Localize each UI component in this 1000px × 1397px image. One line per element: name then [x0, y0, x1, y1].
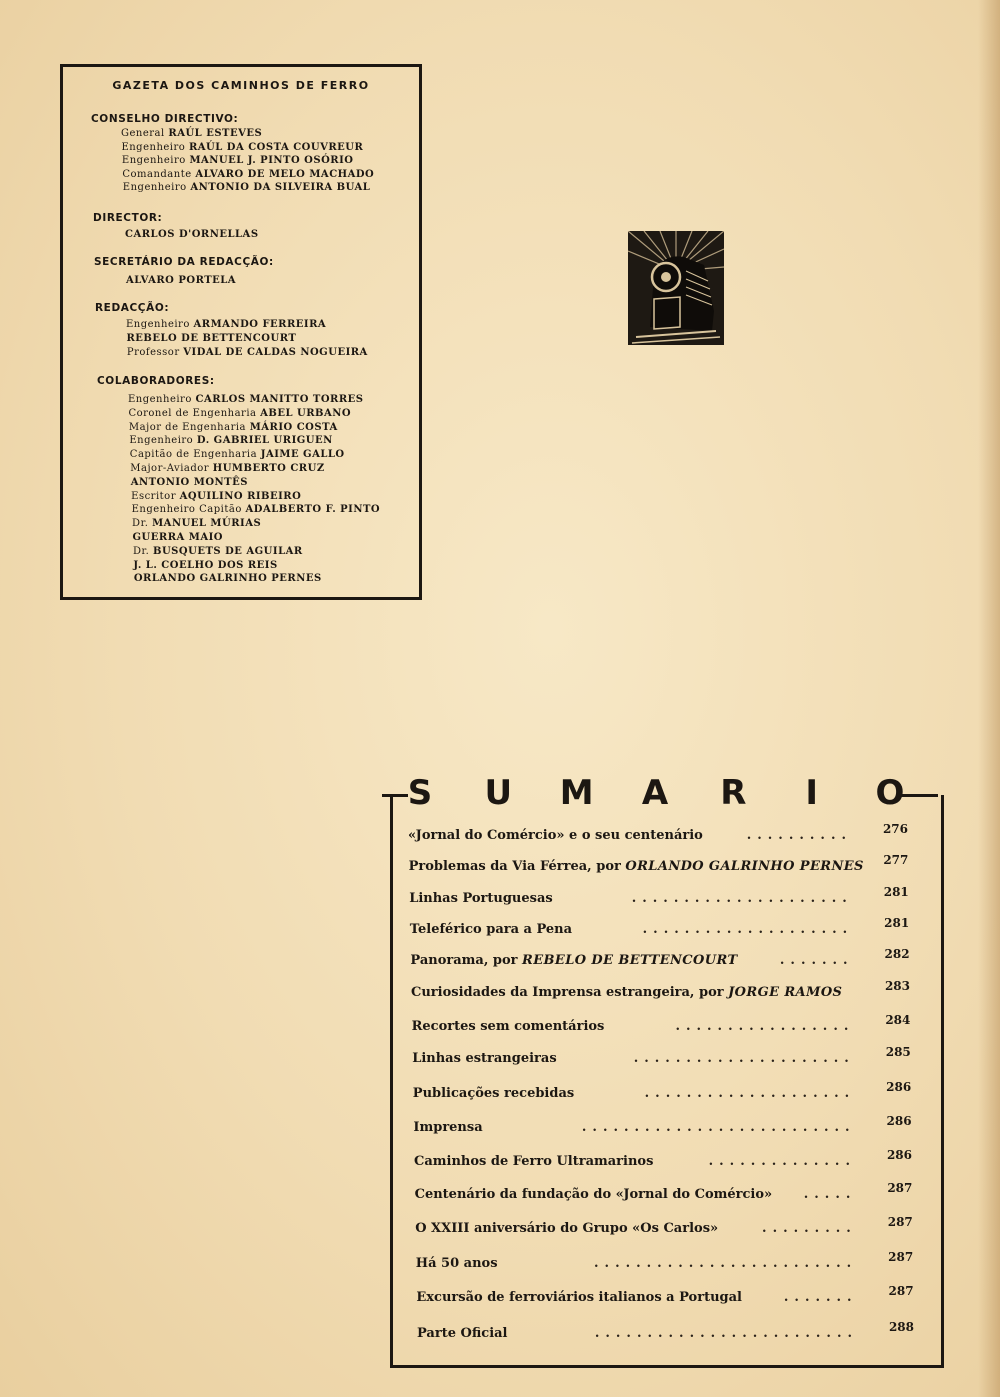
toc-page-number: 277	[883, 853, 909, 867]
redaccao-entry	[127, 346, 368, 359]
toc-page-number: 286	[886, 1114, 912, 1128]
page-edge-shadow	[978, 0, 1000, 1397]
toc-row	[410, 947, 910, 973]
colaborador-entry	[134, 572, 322, 585]
colaborador-entry	[129, 434, 332, 447]
colaborador-role: Major-Aviador	[130, 463, 213, 474]
redaccao-heading: REDACÇÃO:	[95, 302, 170, 314]
colaborador-role: Engenheiro	[129, 435, 197, 447]
toc-leader-dots: .......	[783, 1290, 858, 1305]
redaccao-entry	[126, 318, 326, 331]
toc-title	[411, 985, 842, 1000]
masthead-title: GAZETA DOS CAMINHOS DE FERRO	[112, 79, 370, 92]
colaborador-entry	[128, 407, 351, 420]
colaborador-role: Coronel de Engenharia	[128, 407, 261, 419]
sumario-title-letter: R	[720, 773, 747, 813]
colaborador-entry	[131, 476, 248, 489]
colaborador-role: Major de Engenharia	[128, 421, 250, 433]
sumario-title-letter: A	[641, 773, 669, 813]
toc-title	[416, 1290, 742, 1305]
toc-title	[417, 1326, 508, 1341]
toc-page-number: 288	[888, 1320, 914, 1334]
colaborador-role: Dr.	[132, 518, 153, 530]
colaborador-name: CARLOS MANITTO TORRES	[195, 394, 364, 405]
toc-page-number: 286	[886, 1080, 912, 1094]
masthead-box	[60, 64, 422, 600]
conselho-entry	[123, 181, 371, 194]
conselho-role: Engenheiro	[121, 141, 189, 153]
toc-page-number: 283	[884, 979, 910, 993]
colaborador-name: MANUEL MÚRIAS	[152, 518, 262, 530]
toc-page-number: 281	[884, 916, 910, 930]
toc-page-number: 276	[882, 822, 908, 836]
toc-row	[409, 885, 909, 911]
colaborador-name: AQUILINO RIBEIRO	[179, 490, 302, 502]
colaboradores-heading: COLABORADORES:	[97, 375, 215, 387]
redaccao-role: Engenheiro	[126, 319, 194, 330]
toc-title-text: Linhas Portuguesas	[409, 891, 553, 906]
colaborador-entry	[133, 545, 303, 558]
sumario-title-letter: S	[407, 773, 433, 813]
conselho-name: ANTONIO DA SILVEIRA BUAL	[190, 182, 371, 194]
toc-title	[412, 1019, 605, 1034]
toc-title-text: Panorama, por	[410, 953, 523, 968]
toc-title-text: «Jornal do Comércio» e o seu centenário	[408, 828, 703, 843]
colaborador-name: ABEL URBANO	[260, 407, 352, 419]
colaborador-entry	[133, 531, 223, 544]
redaccao-name: REBELO DE BETTENCOURT	[126, 332, 297, 344]
toc-leader-dots: .....	[803, 1187, 857, 1202]
sumario-title-letter: M	[559, 773, 594, 813]
director-heading: DIRECTOR:	[93, 212, 163, 224]
colaborador-entry	[133, 559, 277, 572]
colaborador-name: J. L. COELHO DOS REIS	[133, 559, 278, 571]
colaborador-role: Engenheiro Capitão	[131, 504, 246, 516]
toc-row	[415, 1215, 913, 1241]
toc-title-text: Excursão de ferroviários italianos a Portugal	[416, 1290, 742, 1305]
toc-title-text: Problemas da Via Férrea, por	[408, 859, 626, 874]
conselho-entry	[121, 127, 262, 140]
colaborador-name: ADALBERTO F. PINTO	[245, 504, 381, 516]
toc-leader-dots: .....................	[633, 1051, 855, 1066]
colaborador-entry	[130, 448, 345, 461]
toc-row	[414, 1148, 912, 1174]
conselho-role: Engenheiro	[121, 155, 190, 167]
redaccao-role: Professor	[126, 346, 184, 358]
secretario-heading: SECRETÁRIO DA REDACÇÃO:	[94, 256, 274, 268]
secretario-name: ALVARO PORTELA	[126, 275, 237, 286]
toc-title	[410, 922, 572, 937]
colaborador-name: ANTONIO MONTÊS	[130, 476, 248, 488]
toc-title	[413, 1120, 482, 1135]
toc-page-number: 287	[887, 1215, 913, 1229]
colaborador-entry	[128, 393, 364, 406]
toc-leader-dots: .................	[675, 1019, 855, 1034]
conselho-name: RAÚL ESTEVES	[168, 128, 263, 139]
conselho-heading: CONSELHO DIRECTIVO:	[91, 113, 239, 125]
toc-page-number: 287	[887, 1181, 913, 1195]
toc-title-text: Recortes sem comentários	[411, 1019, 605, 1034]
toc-leader-dots: .........	[762, 1221, 857, 1236]
conselho-role: Engenheiro	[122, 182, 191, 194]
colaborador-name: D. GABRIEL URIGUEN	[196, 435, 333, 447]
toc-leader-dots: .......	[779, 953, 854, 968]
toc-leader-dots: .....................	[631, 891, 853, 906]
toc-page-number: 287	[888, 1284, 914, 1298]
toc-leader-dots: ..............	[708, 1154, 856, 1169]
toc-leader-dots: .........................	[594, 1326, 858, 1341]
toc-row	[412, 1045, 911, 1071]
colaborador-entry	[131, 490, 301, 503]
conselho-role: Comandante	[122, 168, 196, 180]
colaborador-entry	[130, 462, 324, 475]
toc-title	[408, 828, 703, 843]
toc-title	[413, 1086, 574, 1101]
colaborador-role: Escritor	[131, 490, 180, 502]
toc-title-text: Parte Oficial	[417, 1326, 508, 1341]
colaborador-name: GUERRA MAIO	[132, 532, 223, 543]
redaccao-name: ARMANDO FERREIRA	[193, 319, 327, 330]
toc-page-number: 281	[883, 885, 909, 899]
toc-row	[408, 853, 909, 879]
toc-page-number: 284	[885, 1013, 911, 1027]
toc-title-text: Centenário da fundação do «Jornal do Comércio»	[414, 1187, 773, 1202]
director-name: CARLOS D'ORNELLAS	[125, 229, 259, 240]
conselho-role: General	[121, 128, 169, 139]
colaborador-role: Capitão de Engenharia	[129, 449, 261, 461]
conselho-entry	[122, 168, 374, 181]
toc-title-text: Caminhos de Ferro Ultramarinos	[414, 1154, 654, 1169]
toc-author: ORLANDO GALRINHO PERNES	[625, 859, 864, 874]
colaborador-entry	[129, 421, 338, 434]
sumario-title-letter: O	[875, 773, 905, 813]
conselho-name: ALVARO DE MELO MACHADO	[195, 168, 375, 180]
redaccao-entry	[126, 332, 296, 345]
toc-title	[409, 891, 553, 906]
toc-row	[408, 822, 908, 848]
toc-title-text: Linhas estrangeiras	[412, 1051, 557, 1066]
toc-leader-dots: ....................	[642, 922, 854, 937]
colaborador-name: ORLANDO GALRINHO PERNES	[133, 573, 322, 585]
toc-leader-dots: .........................	[594, 1256, 858, 1271]
toc-leader-dots: ..........................	[581, 1120, 856, 1135]
toc-title-text: Imprensa	[413, 1120, 483, 1135]
colaborador-name: HUMBERTO CRUZ	[212, 463, 325, 474]
toc-row	[414, 1181, 913, 1207]
redaccao-name: VIDAL DE CALDAS NOGUEIRA	[183, 346, 368, 358]
toc-row	[415, 1250, 914, 1276]
sumario-box	[390, 795, 944, 1368]
toc-row	[416, 1284, 914, 1310]
colaborador-name: MÁRIO COSTA	[249, 421, 338, 433]
conselho-entry	[121, 141, 363, 154]
toc-row	[411, 1013, 911, 1039]
toc-title	[416, 1256, 498, 1271]
toc-page-number: 282	[884, 947, 910, 961]
toc-title	[415, 1221, 718, 1236]
toc-title-text: Publicações recebidas	[412, 1086, 575, 1101]
colaborador-role: Engenheiro	[128, 394, 196, 405]
sumario-title-letter: I	[805, 773, 818, 813]
conselho-name: RAÚL DA COSTA COUVREUR	[188, 141, 364, 153]
colaborador-name: BUSQUETS DE AGUILAR	[153, 545, 303, 557]
toc-author: REBELO DE BETTENCOURT	[522, 953, 738, 968]
toc-row	[412, 1080, 912, 1106]
toc-title	[414, 1154, 653, 1169]
locomotive-woodcut-icon	[628, 231, 724, 345]
toc-title-text: O XXIII aniversário do Grupo «Os Carlos»	[415, 1221, 719, 1236]
toc-title	[409, 859, 864, 874]
toc-title-text: Há 50 anos	[415, 1256, 498, 1271]
toc-leader-dots: ....................	[644, 1086, 856, 1101]
toc-row	[411, 979, 910, 1005]
toc-title-text: Teleférico para a Pena	[409, 922, 573, 937]
toc-row	[413, 1114, 912, 1140]
toc-leader-dots: ..........	[746, 828, 852, 843]
toc-title-text: Curiosidades da Imprensa estrangeira, por	[411, 985, 729, 1000]
toc-title	[415, 1187, 773, 1202]
conselho-name: MANUEL J. PINTO OSÓRIO	[189, 155, 354, 167]
toc-page-number: 287	[888, 1250, 914, 1264]
colaborador-entry	[132, 503, 381, 516]
toc-author: JORGE RAMOS	[728, 985, 843, 1000]
conselho-entry	[122, 154, 354, 167]
colaborador-entry	[132, 517, 261, 530]
toc-title	[412, 1051, 556, 1066]
toc-row	[417, 1320, 914, 1346]
toc-row	[409, 916, 910, 942]
colaborador-name: JAIME GALLO	[260, 449, 345, 461]
sumario-title-letter: U	[484, 773, 513, 813]
colaborador-role: Dr.	[132, 545, 153, 557]
toc-page-number: 285	[885, 1045, 911, 1059]
toc-title	[410, 953, 737, 968]
toc-page-number: 286	[886, 1148, 912, 1162]
